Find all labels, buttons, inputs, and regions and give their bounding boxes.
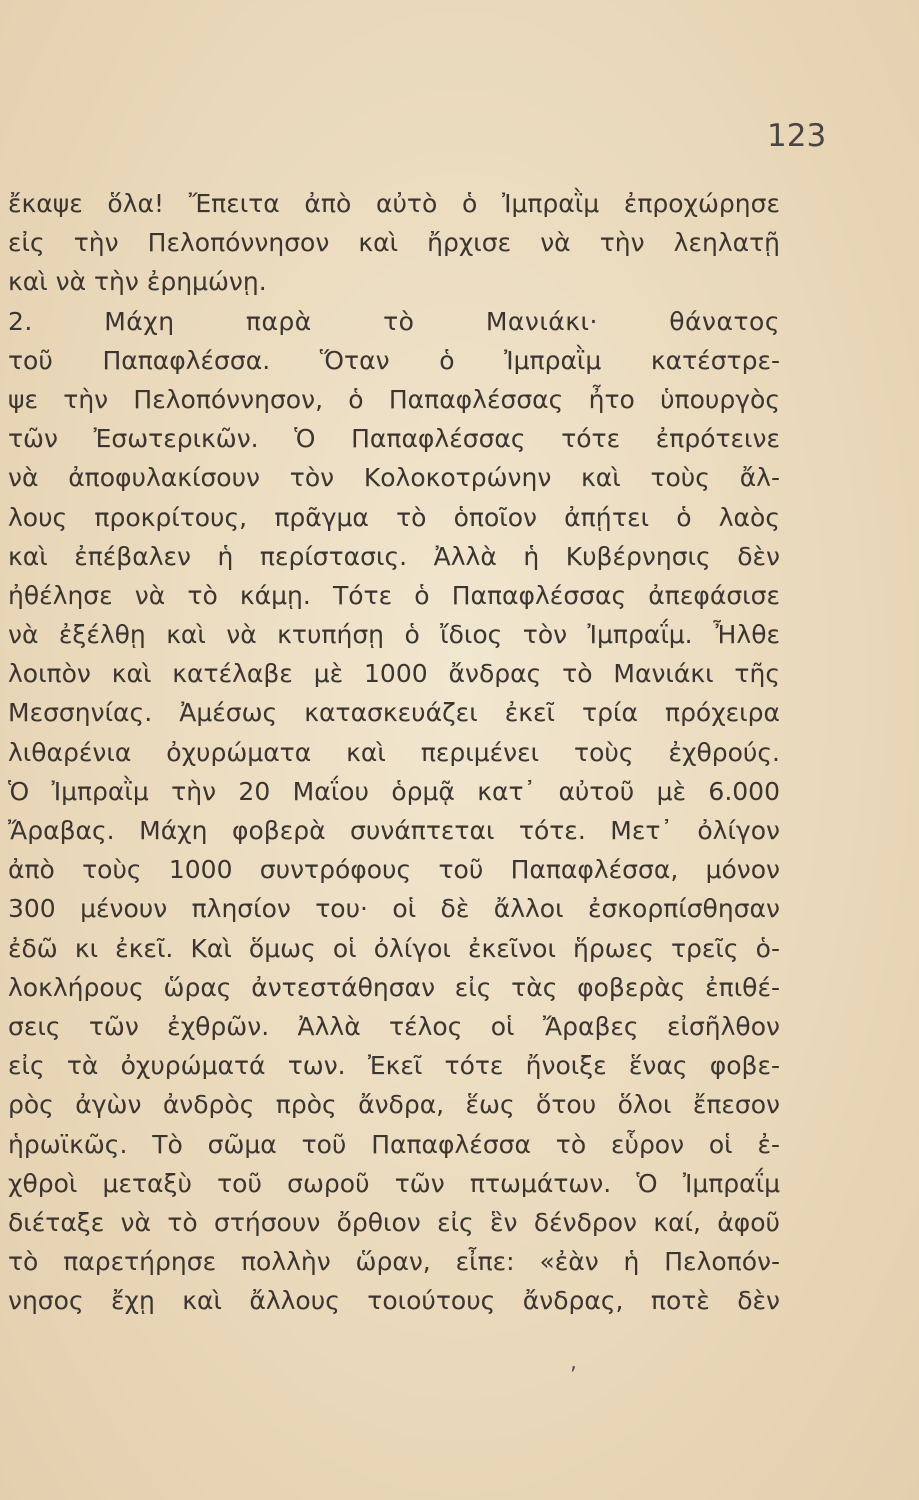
text-line: λοκλήρους ὥρας ἀντεστάθησαν εἰς τὰς φοβερὰς ἐπιθέ- xyxy=(8,972,780,1002)
text-line: 300 μένουν πλησίον του· οἱ δὲ ἄλλοι ἐσκορπίσθησαν xyxy=(8,894,780,924)
text-line: νησος ἔχῃ καὶ ἄλλους τοιούτους ἄνδρας, ποτὲ δὲν xyxy=(8,1286,780,1316)
text-line: Ἄραβας. Μάχη φοβερὰ συνάπτεται τότε. Μετ᾿ ὀλίγον xyxy=(8,816,780,845)
text-line: τῶν Ἐσωτερικῶν. Ὁ Παπαφλέσσας τότε ἐπρότεινε xyxy=(8,424,780,454)
text-line: ἀπὸ τοὺς 1000 συντρόφους τοῦ Παπαφλέσσα, μόνον xyxy=(8,855,780,885)
text-line: χθροὶ μεταξὺ τοῦ σωροῦ τῶν πτωμάτων. Ὁ Ἰμπραΐμ xyxy=(8,1168,780,1198)
text-line: ἐδῶ κι ἐκεῖ. Καὶ ὅμως οἱ ὀλίγοι ἐκεῖνοι ἥρωες τρεῖς ὁ- xyxy=(8,933,780,963)
text-line: Μεσσηνίας. Ἀμέσως κατασκευάζει ἐκεῖ τρία πρόχειρα xyxy=(8,698,780,728)
text-line: σεις τῶν ἐχθρῶν. Ἀλλὰ τέλος οἱ Ἄραβες εἰσῆλθον xyxy=(8,1011,780,1041)
text-line: λιθαρένια ὀχυρώματα καὶ περιμένει τοὺς ἐχθρούς. xyxy=(8,737,780,767)
text-line: καὶ νὰ τὴν ἐρημώνῃ. xyxy=(8,267,267,297)
text-line: τοῦ Παπαφλέσσα. Ὅταν ὁ Ἰμπραῒμ κατέστρε- xyxy=(8,345,780,375)
text-line: νὰ ἐξέλθῃ καὶ νὰ κτυπήσῃ ὁ ἴδιος τὸν Ἰμπραΐμ. Ἦλθε xyxy=(8,620,780,650)
stray-ink-mark: , xyxy=(570,1350,577,1375)
text-line: Ὁ Ἰμπραῒμ τὴν 20 Μαΐου ὁρμᾷ κατ᾿ αὐτοῦ μὲ 6.000 xyxy=(8,776,780,806)
text-line: ἠθέλησε νὰ τὸ κάμῃ. Τότε ὁ Παπαφλέσσας ἀπεφάσισε xyxy=(8,580,780,610)
body-text xyxy=(8,184,780,1320)
text-line: ρὸς ἀγὼν ἀνδρὸς πρὸς ἄνδρα, ἕως ὅτου ὅλοι ἔπεσον xyxy=(8,1090,780,1120)
text-line: καὶ ἐπέβαλεν ἡ περίστασις. Ἀλλὰ ἡ Κυβέρνησις δὲν xyxy=(8,541,780,571)
page-number: 123 xyxy=(767,118,827,154)
text-line: τὸ παρετήρησε πολλὴν ὥραν, εἶπε: «ἐὰν ἡ Πελοπόν- xyxy=(8,1247,780,1277)
text-line: διέταξε νὰ τὸ στήσουν ὄρθιον εἰς ἓν δένδρον καί, ἀφοῦ xyxy=(8,1207,780,1237)
text-line: λοιπὸν καὶ κατέλαβε μὲ 1000 ἄνδρας τὸ Μανιάκι τῆς xyxy=(8,659,780,689)
text-line: ἔκαψε ὅλα! Ἔπειτα ἀπὸ αὐτὸ ὁ Ἰμπραῒμ ἐπροχώρησε xyxy=(8,189,780,218)
text-line: εἰς τὴν Πελοπόννησον καὶ ἤρχισε νὰ τὴν λεηλατῇ xyxy=(8,228,780,258)
text-line: νὰ ἀποφυλακίσουν τὸν Κολοκοτρώνην καὶ τοὺς ἄλ- xyxy=(8,463,780,493)
text-line: ἡρωϊκῶς. Τὸ σῶμα τοῦ Παπαφλέσσα τὸ εὗρον οἱ ἐ- xyxy=(8,1129,780,1159)
text-line: εἰς τὰ ὀχυρώματά των. Ἐκεῖ τότε ἤνοιξε ἕνας φοβε- xyxy=(8,1051,780,1081)
section-heading: 2. Μάχη παρὰ τὸ Μανιάκι· θάνατος xyxy=(8,306,780,336)
text-line: ψε τὴν Πελοπόννησον, ὁ Παπαφλέσσας ἦτο ὑπουργὸς xyxy=(8,384,780,414)
text-line: λους προκρίτους, πρᾶγμα τὸ ὁποῖον ἀπῄτει ὁ λαὸς xyxy=(8,502,780,532)
